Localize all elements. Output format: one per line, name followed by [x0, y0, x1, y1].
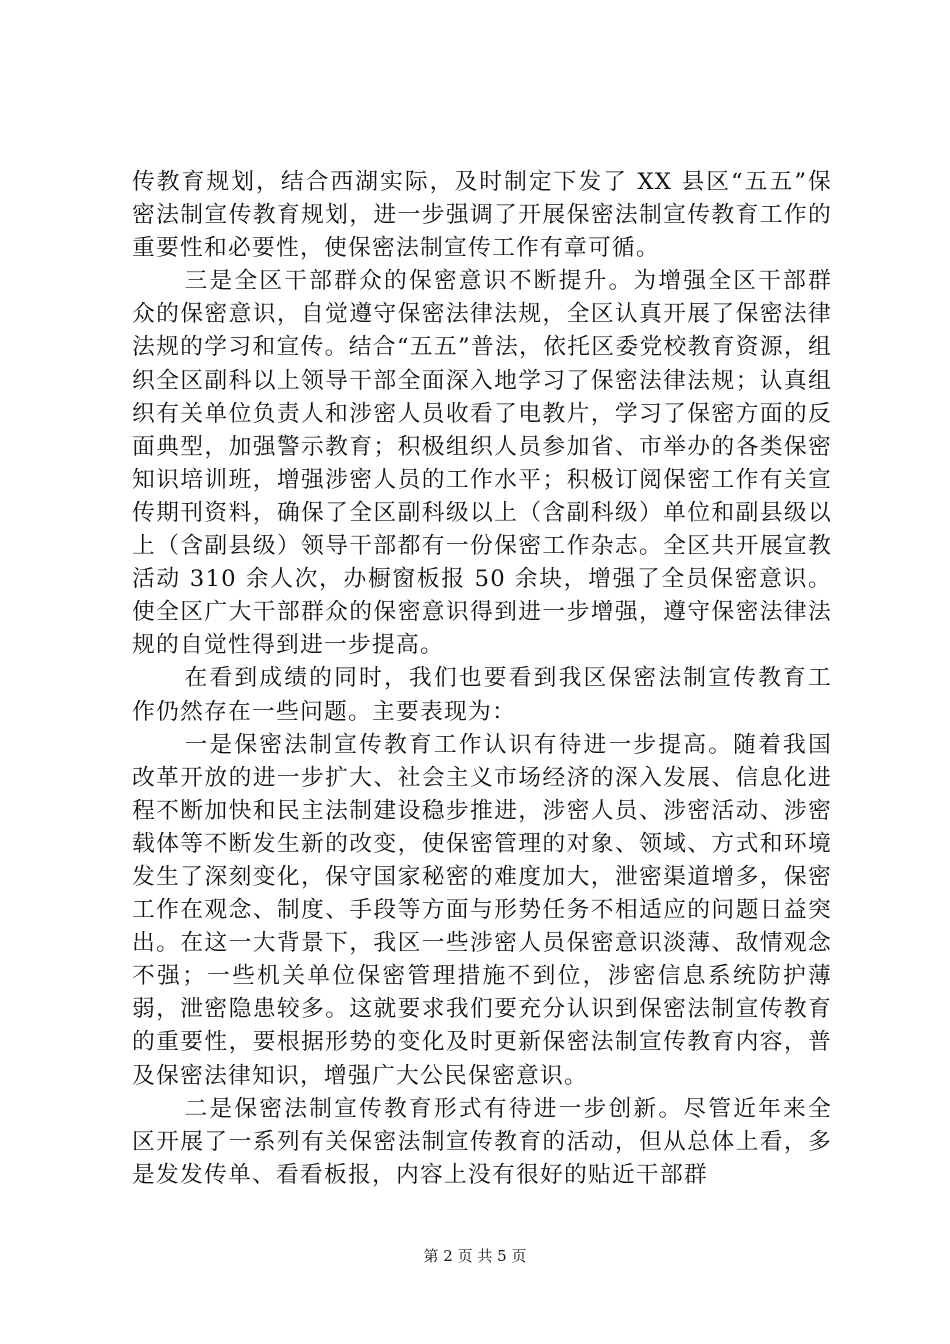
paragraph-problems-intro: 在看到成绩的同时，我们也要看到我区保密法制宣传教育工作仍然存在一些问题。主要表现为：	[132, 665, 832, 725]
paragraph-problem-two: 二是保密法制宣传教育形式有待进一步创新。尽管近年来全区开展了一系列有关保密法制宣传教育的活动，但从总体上看，多是发发传单、看看板报，内容上没有很好的贴近干部群	[132, 1095, 832, 1188]
paragraph-awareness: 三是全区干部群众的保密意识不断提升。为增强全区干部群众的保密意识，自觉遵守保密法律法规，全区认真开展了保密法律法规的学习和宣传。结合“五五”普法，依托区委党校教育资源，组织全区副科以上领导干部全面深入地学习了保密法律法规；认真组织有关单位负责人和涉密人员收看了电教片，学习了保密方面的反面典型，加强警示教育；积极组织人员参加省、市举办的各类保密知识培训班，增强涉密人员的工作水平；积极订阅保密工作有关宣传期刊资料，确保了全区副科级以上（含副科级）单位和副县级以上（含副县级）领导干部都有一份保密工作杂志。全区共开展宣教活动 310 余人次，办橱窗板报 50 余块，增强了全员保密意识。使全区广大干部群众的保密意识得到进一步增强，遵守保密法律法规的自觉性得到进一步提高。	[132, 268, 832, 659]
paragraph-continuation: 传教育规划，结合西湖实际，及时制定下发了 XX 县区“五五”保密法制宣传教育规划，进一步强调了开展保密法制宣传教育工作的重要性和必要性，使保密法制宣传工作有章可循。	[132, 169, 832, 262]
document-body	[132, 166, 832, 1192]
paragraph-problem-one: 一是保密法制宣传教育工作认识有待进一步提高。随着我国改革开放的进一步扩大、社会主义市场经济的深入发展、信息化进程不断加快和民主法制建设稳步推进，涉密人员、涉密活动、涉密载体等不断发生新的改变，使保密管理的对象、领域、方式和环境发生了深刻变化，保守国家秘密的难度加大，泄密渠道增多，保密工作在观念、制度、手段等方面与形势任务不相适应的问题日益突出。在这一大背景下，我区一些涉密人员保密意识淡薄、敌情观念不强；一些机关单位保密管理措施不到位，涉密信息系统防护薄弱，泄密隐患较多。这就要求我们要充分认识到保密法制宣传教育的重要性，要根据形势的变化及时更新保密法制宣传教育内容，普及保密法律知识，增强广大公民保密意识。	[132, 731, 832, 1089]
page-footer: 第 2 页 共 5 页	[423, 1247, 527, 1265]
